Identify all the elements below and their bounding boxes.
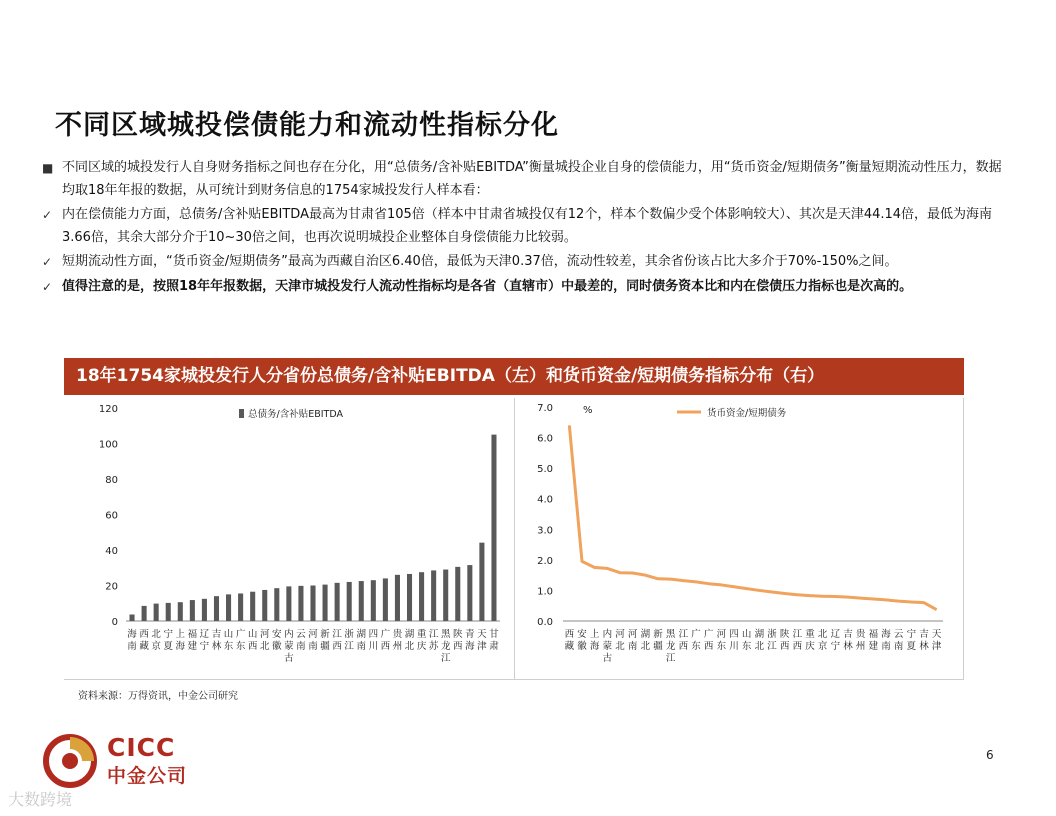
- bar: [310, 586, 315, 622]
- y-tick-label: 60: [105, 510, 118, 522]
- x-tick-label: 宁: [906, 629, 917, 640]
- bar: [129, 615, 134, 621]
- x-tick-label: 广: [703, 629, 714, 640]
- x-tick-label: 南: [127, 641, 137, 652]
- x-tick-label: 湖: [640, 629, 651, 640]
- x-tick-label: 宁: [199, 641, 210, 652]
- x-tick-label: 上: [589, 629, 600, 640]
- x-tick-label: 江: [440, 653, 451, 664]
- x-tick-label: 西: [247, 641, 258, 652]
- x-tick-label: 安: [272, 629, 282, 640]
- x-tick-label: 广: [235, 629, 246, 640]
- x-tick-label: 建: [868, 641, 879, 652]
- bar: [395, 575, 400, 621]
- x-tick-label: 四: [729, 629, 739, 640]
- x-tick-label: 天: [477, 629, 487, 640]
- x-tick-label: 广: [691, 629, 701, 640]
- y-unit-label: %: [583, 405, 593, 416]
- bar: [250, 592, 255, 621]
- x-tick-label: 徽: [272, 641, 282, 652]
- x-tick-label: 北: [615, 641, 625, 652]
- legend-label: 总债务/含补贴EBITDA: [248, 409, 343, 420]
- x-tick-label: 东: [235, 641, 246, 652]
- check-icon: ✓: [42, 279, 53, 294]
- x-tick-label: 吉: [211, 629, 222, 640]
- bar: [443, 570, 448, 621]
- bar: [383, 578, 388, 621]
- bar: [407, 574, 412, 621]
- x-tick-label: 津: [931, 641, 942, 652]
- x-tick-label: 河: [308, 629, 318, 640]
- x-tick-label: 西: [779, 641, 790, 652]
- x-tick-label: 山: [247, 629, 258, 640]
- x-tick-label: 黑: [440, 629, 451, 640]
- bar: [371, 580, 376, 621]
- bar: [491, 435, 496, 621]
- x-tick-label: 江: [332, 629, 342, 640]
- x-tick-label: 藏: [139, 641, 149, 652]
- bullet-text: 内在偿债能力方面，总债务/含补贴EBITDA最高为甘肃省105倍（样本中甘肃省城投仅有12个，样本个数偏少受个体影响较大）、其次是天津44.14倍，最低为海南3.66倍，其余大部分介于10~30倍之间，也再次说明城投企业整体自身偿债能力比较弱。: [62, 207, 993, 245]
- page-number: 6: [986, 748, 994, 762]
- x-tick-label: 新: [653, 629, 663, 640]
- x-tick-label: 广: [380, 629, 391, 640]
- x-tick-label: 河: [627, 629, 638, 640]
- bullet-item-highlight: [42, 276, 1002, 299]
- x-tick-label: 州: [855, 641, 866, 652]
- bar: [238, 593, 243, 621]
- x-tick-label: 天: [931, 629, 942, 640]
- x-tick-label: 东: [691, 641, 701, 652]
- x-tick-label: 贵: [855, 629, 866, 640]
- x-tick-label: 藏: [564, 641, 575, 652]
- x-tick-label: 海: [465, 641, 475, 652]
- x-tick-label: 陕: [779, 629, 790, 640]
- x-tick-label: 陕: [453, 629, 463, 640]
- x-tick-label: 蒙: [284, 641, 294, 652]
- x-tick-label: 安: [577, 629, 587, 640]
- x-tick-label: 云: [893, 629, 904, 640]
- y-tick-label: 4.0: [537, 494, 553, 506]
- y-tick-label: 80: [105, 475, 118, 486]
- x-tick-label: 疆: [320, 641, 330, 652]
- x-tick-label: 北: [754, 641, 765, 652]
- x-tick-label: 江: [344, 641, 354, 652]
- x-tick-label: 州: [392, 641, 403, 652]
- bar: [262, 590, 267, 621]
- x-tick-label: 林: [919, 641, 929, 652]
- x-tick-label: 北: [817, 629, 828, 640]
- x-tick-label: 黑: [665, 629, 676, 640]
- bar: [190, 600, 195, 621]
- bar: [479, 543, 484, 621]
- logo-text-cn: 中金公司: [107, 765, 188, 787]
- x-tick-label: 海: [589, 641, 600, 652]
- x-tick-label: 江: [428, 629, 439, 640]
- bar: [298, 586, 303, 621]
- x-tick-label: 福: [868, 629, 879, 640]
- line-chart-cash-shortdebt: [515, 398, 964, 680]
- x-tick-label: 辽: [199, 629, 210, 640]
- x-tick-label: 林: [843, 641, 853, 652]
- check-icon: ✓: [42, 208, 53, 222]
- x-tick-label: 湖: [404, 629, 415, 640]
- x-tick-label: 江: [767, 641, 777, 652]
- x-tick-label: 福: [187, 629, 198, 640]
- x-tick-label: 夏: [906, 641, 917, 652]
- x-tick-label: 疆: [653, 641, 663, 652]
- bar: [166, 603, 171, 621]
- x-tick-label: 山: [223, 629, 234, 640]
- x-tick-label: 东: [716, 641, 727, 652]
- x-tick-label: 重: [805, 629, 815, 640]
- cicc-logo-icon: [40, 733, 100, 789]
- bar-chart-debt-ebitda: [64, 398, 514, 680]
- bar: [455, 567, 460, 621]
- x-tick-label: 河: [259, 629, 270, 640]
- bar: [202, 599, 207, 621]
- x-tick-label: 湖: [754, 629, 765, 640]
- watermark: 大数跨境: [8, 790, 73, 809]
- x-tick-label: 肃: [489, 641, 499, 652]
- x-tick-label: 西: [564, 629, 575, 640]
- x-tick-label: 内: [602, 629, 613, 640]
- bar: [359, 581, 364, 621]
- bullet-list: [42, 157, 1002, 300]
- bar: [347, 582, 352, 621]
- x-tick-label: 南: [627, 641, 638, 652]
- x-tick-label: 河: [716, 629, 727, 640]
- bar: [178, 602, 183, 621]
- chart-banner: 18年1754家城投发行人分省份总债务/含补贴EBITDA（左）和货币资金/短期债务指标分布（右）: [64, 358, 964, 395]
- x-tick-label: 云: [296, 629, 306, 640]
- x-tick-label: 海: [881, 629, 891, 640]
- x-tick-label: 西: [678, 641, 689, 652]
- x-tick-label: 海: [127, 629, 137, 640]
- x-tick-label: 南: [881, 641, 891, 652]
- bar: [335, 583, 340, 621]
- x-tick-label: 古: [284, 653, 294, 664]
- bar: [214, 596, 219, 621]
- y-tick-label: 3.0: [537, 525, 553, 537]
- bullet-item: [42, 204, 1002, 249]
- x-tick-label: 徽: [577, 641, 587, 652]
- x-tick-label: 西: [139, 629, 149, 640]
- bullet-item: [42, 251, 1002, 274]
- x-tick-label: 甘: [489, 629, 499, 640]
- y-tick-label: 120: [98, 404, 118, 415]
- x-tick-label: 江: [792, 629, 803, 640]
- bullet-text: 短期流动性方面，“货币资金/短期债务”最高为西藏自治区6.40倍，最低为天津0.37倍，流动性较差，其余省份该占比大多介于70%-150%之间。: [62, 254, 898, 269]
- x-tick-label: 西: [703, 641, 714, 652]
- x-tick-label: 重: [416, 629, 427, 640]
- x-tick-label: 北: [640, 641, 651, 652]
- bar: [154, 604, 159, 621]
- x-tick-label: 山: [741, 629, 752, 640]
- x-tick-label: 上: [175, 629, 186, 640]
- x-tick-label: 南: [308, 641, 318, 652]
- x-tick-label: 川: [368, 641, 379, 652]
- y-tick-label: 40: [105, 546, 118, 557]
- x-tick-label: 青: [465, 629, 475, 640]
- x-tick-label: 蒙: [602, 641, 613, 652]
- x-tick-label: 吉: [919, 629, 929, 640]
- x-tick-label: 南: [356, 641, 367, 652]
- x-tick-label: 宁: [163, 629, 173, 640]
- bar: [142, 606, 147, 621]
- check-icon: ✓: [42, 255, 53, 269]
- x-tick-label: 吉: [843, 629, 853, 640]
- y-tick-label: 0: [111, 617, 118, 628]
- bullet-text: 值得注意的是，按照18年年报数据，天津市城投发行人流动性指标均是各省（直辖市）中最差的，同时债务资本比和内在偿债压力指标也是次高的。: [62, 278, 913, 294]
- x-tick-label: 京: [817, 641, 828, 652]
- x-tick-label: 建: [187, 641, 198, 652]
- bar: [274, 588, 279, 621]
- bar: [431, 570, 436, 621]
- legend-label: 货币资金/短期债务: [707, 408, 787, 419]
- x-tick-label: 新: [320, 629, 330, 640]
- bar: [226, 594, 231, 621]
- x-tick-label: 西: [453, 641, 463, 652]
- x-tick-label: 东: [223, 641, 234, 652]
- bullet-item: [42, 157, 1002, 202]
- x-tick-label: 古: [602, 653, 613, 664]
- bar: [323, 585, 328, 621]
- y-tick-label: 5.0: [537, 464, 553, 476]
- x-tick-label: 辽: [830, 629, 841, 640]
- y-tick-label: 20: [105, 581, 118, 593]
- legend-swatch: [239, 409, 244, 418]
- logo-text-en: CICC: [107, 733, 176, 762]
- x-tick-label: 东: [741, 641, 752, 652]
- x-tick-label: 京: [151, 641, 161, 652]
- x-tick-label: 江: [678, 629, 689, 640]
- series-line: [569, 425, 936, 609]
- x-tick-label: 内: [284, 629, 294, 640]
- x-tick-label: 南: [296, 641, 306, 652]
- x-tick-label: 北: [404, 641, 415, 652]
- bar: [286, 586, 291, 621]
- y-tick-label: 0.0: [537, 617, 553, 628]
- source-note: 资料来源：万得资讯，中金公司研究: [78, 691, 238, 702]
- x-tick-label: 四: [368, 629, 379, 640]
- x-tick-label: 夏: [163, 641, 173, 652]
- bullet-square-icon: ■: [42, 161, 54, 175]
- x-tick-label: 龙: [440, 641, 451, 652]
- bullet-text: 不同区域的城投发行人自身财务指标之间也存在分化，用“总债务/含补贴EBITDA”衡量城投企业自身的偿债能力，用“货币资金/短期债务”衡量短期流动性压力，数据均取18年年报的数据，从可统计到财务信息的1754家城投发行人样本看：: [62, 160, 1002, 198]
- x-tick-label: 浙: [344, 629, 354, 640]
- y-tick-label: 2.0: [537, 555, 553, 567]
- x-tick-label: 浙: [767, 629, 777, 640]
- y-tick-label: 1.0: [537, 586, 553, 598]
- x-tick-label: 庆: [805, 641, 815, 652]
- bar: [467, 565, 472, 621]
- bar: [419, 572, 424, 621]
- x-tick-label: 海: [175, 641, 186, 652]
- x-tick-label: 湖: [356, 629, 367, 640]
- x-tick-label: 河: [615, 629, 625, 640]
- x-tick-label: 北: [151, 629, 161, 640]
- x-tick-label: 贵: [392, 629, 403, 640]
- x-tick-label: 庆: [416, 641, 427, 652]
- x-tick-label: 江: [665, 653, 676, 664]
- x-tick-label: 津: [477, 641, 487, 652]
- x-tick-label: 北: [259, 641, 270, 652]
- x-tick-label: 龙: [665, 641, 676, 652]
- page-title: 不同区域城投偿债能力和流动性指标分化: [55, 110, 559, 141]
- x-tick-label: 川: [729, 641, 739, 652]
- x-tick-label: 宁: [830, 641, 841, 652]
- x-tick-label: 南: [893, 641, 904, 652]
- x-tick-label: 林: [211, 641, 222, 652]
- y-tick-label: 100: [98, 439, 118, 451]
- y-tick-label: 6.0: [537, 433, 553, 445]
- x-tick-label: 西: [792, 641, 803, 652]
- x-tick-label: 西: [332, 641, 342, 652]
- x-tick-label: 西: [380, 641, 391, 652]
- y-tick-label: 7.0: [537, 403, 553, 414]
- x-tick-label: 苏: [428, 641, 439, 652]
